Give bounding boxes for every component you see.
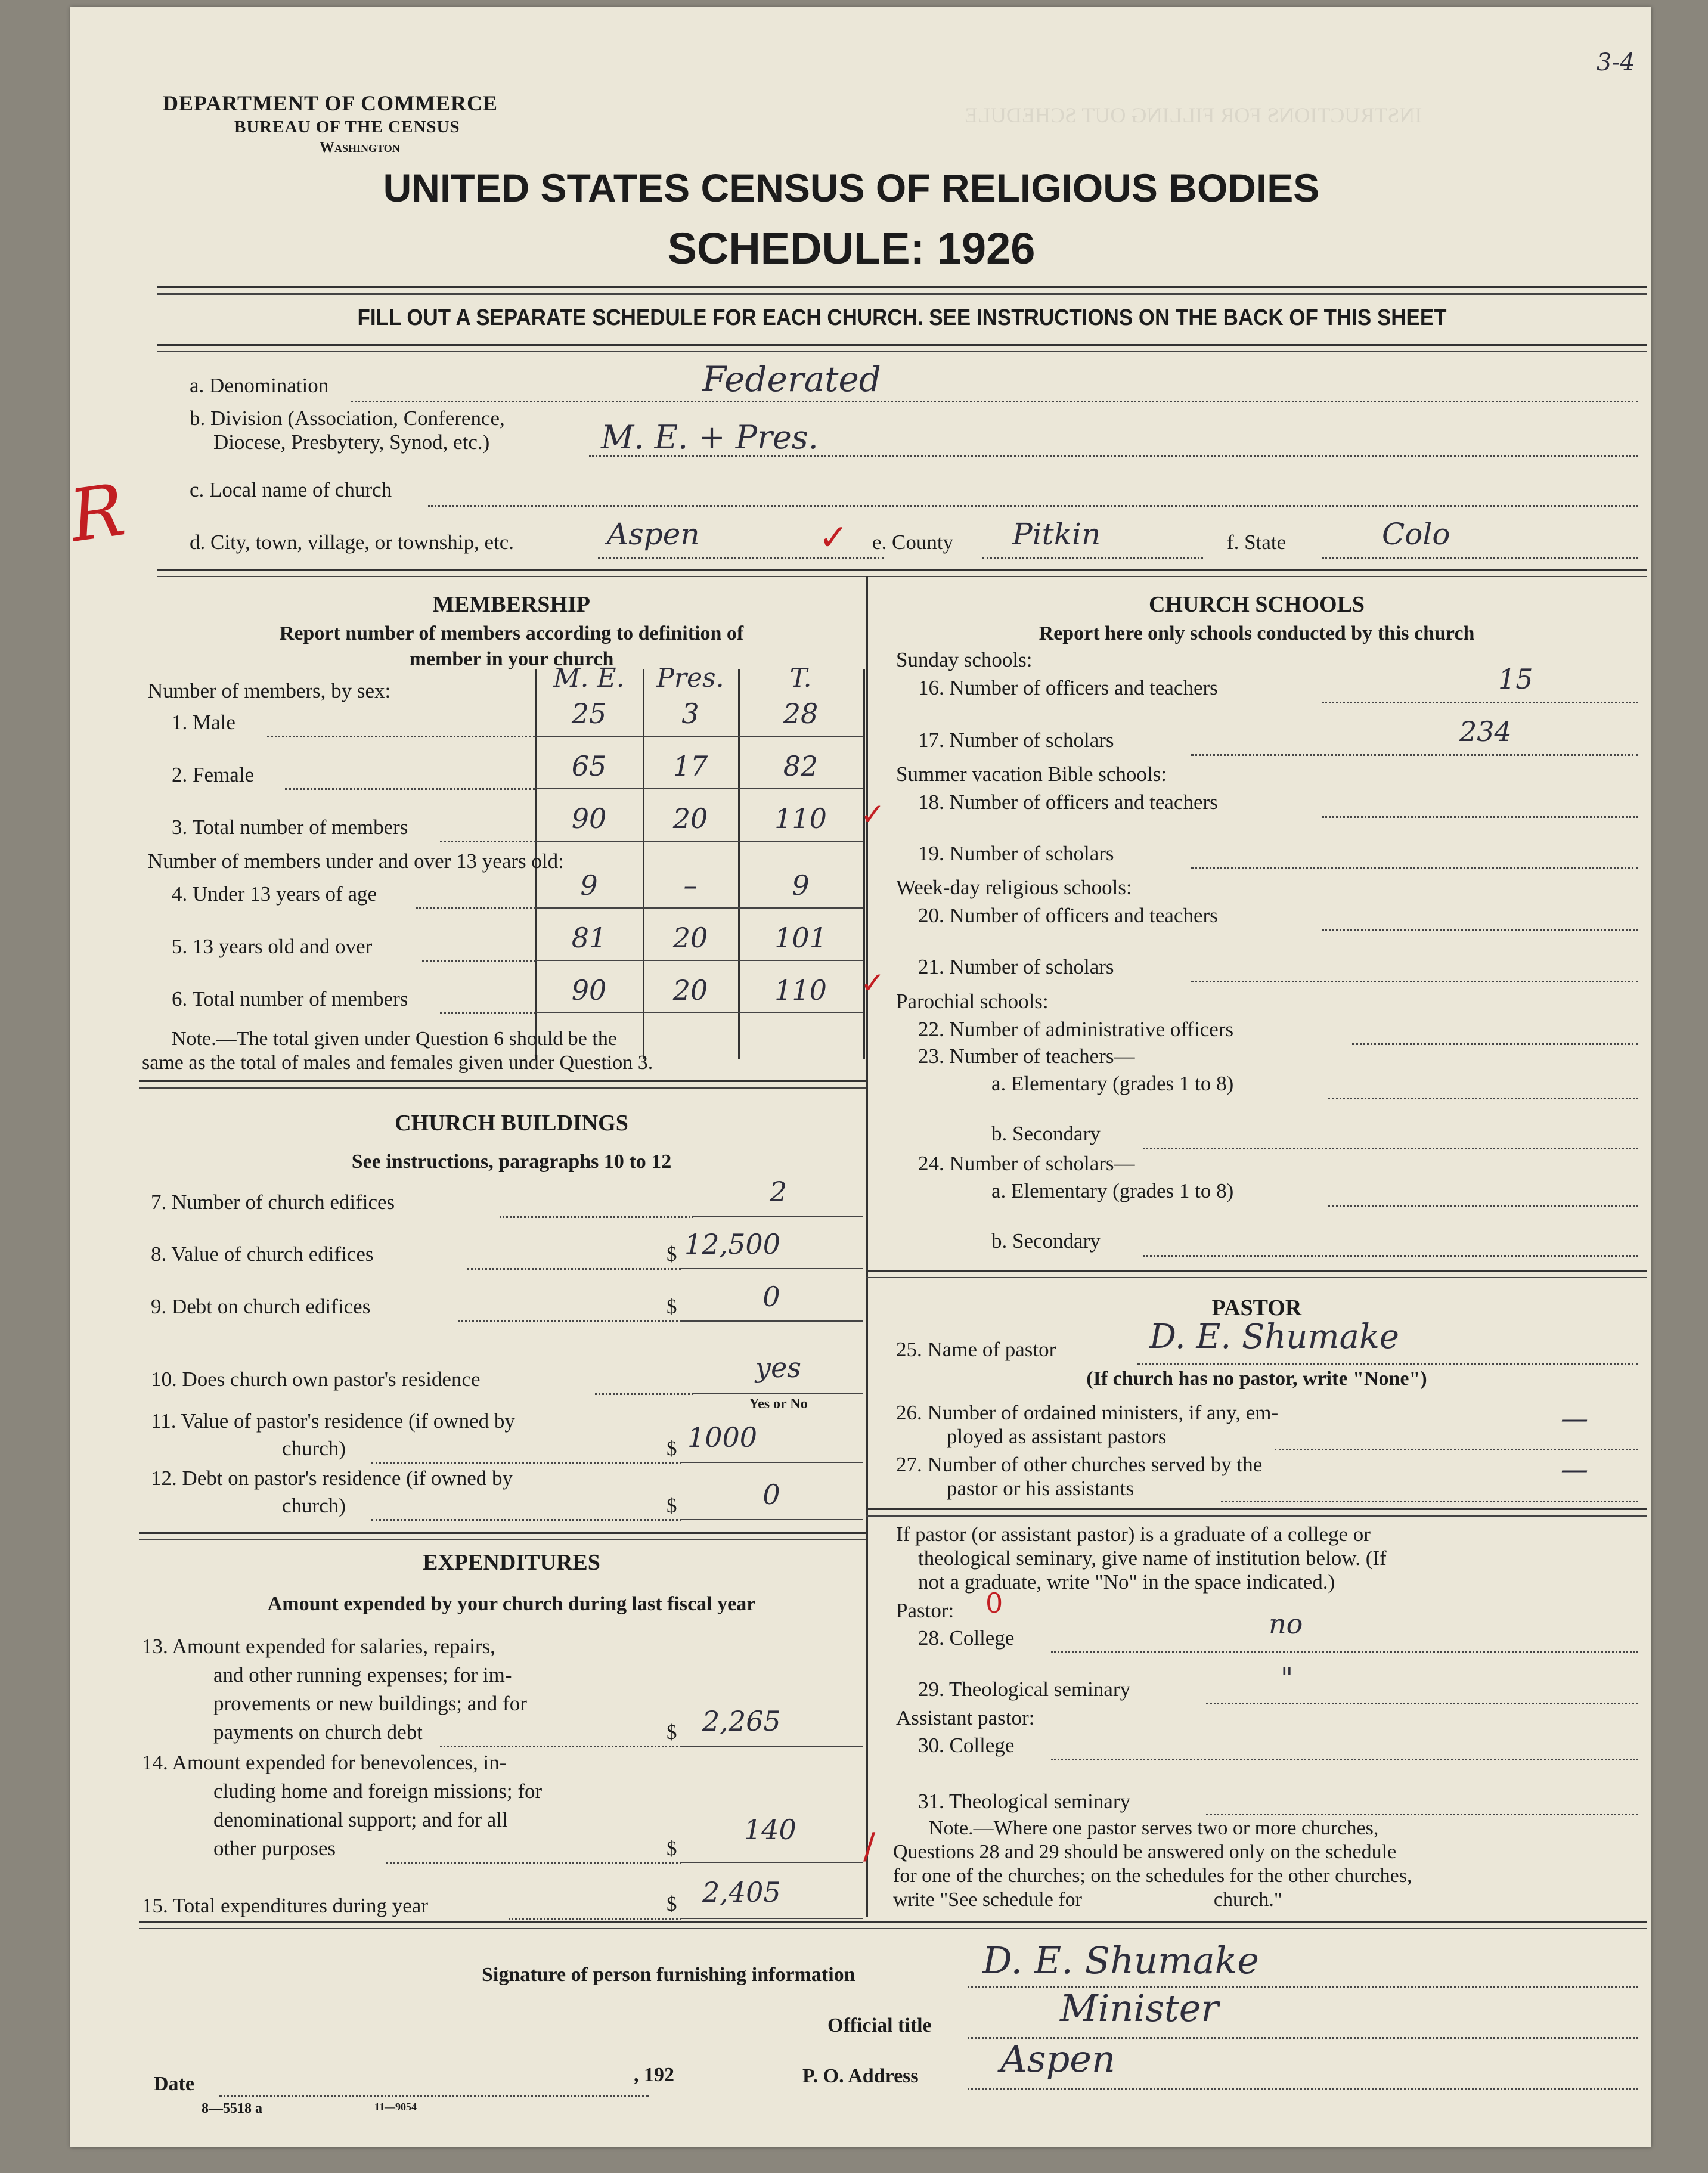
q12-label: 12. Debt on pastor's residence (if owned by — [151, 1467, 513, 1490]
fill-line — [500, 1216, 693, 1218]
rule — [866, 1277, 1647, 1278]
answer-line — [680, 1862, 863, 1863]
q30-label: 30. College — [918, 1734, 1015, 1757]
fill-line — [1221, 1501, 1638, 1502]
q25-note: (If church has no pastor, write "None") — [1086, 1368, 1427, 1390]
schedule-year: SCHEDULE: 1926 — [667, 224, 1036, 273]
row-line — [535, 1012, 863, 1013]
expenditures-sub: Amount expended by your church during last fiscal year — [267, 1593, 756, 1615]
row-line — [535, 960, 863, 961]
county-label: e. County — [872, 531, 954, 554]
fill-line — [1322, 702, 1638, 703]
q18-label: 18. Number of officers and teachers — [918, 791, 1218, 814]
fill-line — [1143, 1255, 1638, 1257]
q25-label: 25. Name of pastor — [896, 1338, 1056, 1361]
fill-line — [1143, 1148, 1638, 1149]
weekday-heading: Week-day religious schools: — [896, 876, 1132, 899]
fill-line — [1137, 1363, 1638, 1365]
under13-me: 9 — [580, 869, 598, 901]
q27-label-2: pastor or his assistants — [947, 1477, 1134, 1500]
q12-value: 0 — [762, 1478, 780, 1511]
q16-label: 16. Number of officers and teachers — [918, 676, 1218, 699]
total6-total: 110 — [774, 974, 827, 1006]
fill-line — [1051, 1759, 1638, 1760]
signature-label: Signature of person furnishing information — [482, 1964, 855, 1986]
q14-label-3: denominational support; and for all — [213, 1808, 508, 1831]
q17-label: 17. Number of scholars — [918, 729, 1114, 752]
under13-pres: – — [683, 869, 698, 901]
department-line: DEPARTMENT OF COMMERCE — [163, 91, 498, 115]
fill-line — [428, 505, 1638, 507]
q7-label: 7. Number of church edifices — [151, 1191, 395, 1214]
red-zero-mark: 0 — [985, 1587, 1003, 1619]
col-head-pres: Pres. — [656, 663, 724, 693]
q23b-label: b. Secondary — [991, 1122, 1101, 1145]
total6-pres: 20 — [672, 974, 708, 1006]
membership-intro: Report number of members according to definition of — [279, 622, 744, 644]
fill-line — [371, 1519, 681, 1521]
dollar-sign: $ — [667, 1295, 677, 1318]
fill-line — [1206, 1703, 1638, 1704]
dollar-sign: $ — [667, 1242, 677, 1266]
corner-note: 3-4 — [1597, 49, 1635, 76]
dollar-sign: $ — [667, 1837, 677, 1860]
row-label-13-over: 5. 13 years old and over — [172, 935, 373, 958]
col-head-me: M. E. — [553, 663, 625, 693]
denomination-label: a. Denomination — [190, 374, 329, 397]
q13-label-4: payments on church debt — [213, 1721, 423, 1744]
q26-label: 26. Number of ordained ministers, if any, em- — [896, 1401, 1279, 1424]
answer-line — [693, 1393, 863, 1394]
q28-label: 28. College — [918, 1626, 1015, 1650]
q24a-label: a. Elementary (grades 1 to 8) — [991, 1179, 1234, 1202]
q31-label: 31. Theological seminary — [918, 1790, 1131, 1813]
po-address-value: Aspen — [1000, 2037, 1115, 2081]
rule — [139, 1532, 866, 1534]
row-line — [535, 788, 863, 789]
column-divider — [866, 576, 868, 1917]
pastor-note: Note.—Where one pastor serves two or more churches, — [929, 1817, 1379, 1839]
female-me: 65 — [571, 750, 607, 782]
fill-line — [1322, 929, 1638, 931]
rule — [157, 576, 1647, 577]
age-heading: Number of members under and over 13 years old: — [148, 850, 564, 873]
q15-label: 15. Total expenditures during year — [142, 1894, 428, 1917]
fill-line — [968, 2088, 1638, 2090]
assistant-subheading: Assistant pastor: — [896, 1706, 1035, 1729]
membership-intro-2: member in your church — [409, 648, 614, 670]
fill-line — [351, 401, 1638, 402]
rule — [866, 1515, 1647, 1517]
date-label: Date — [154, 2073, 194, 2095]
membership-note: Note.—The total given under Question 6 should be the — [172, 1028, 617, 1050]
q14-label-4: other purposes — [213, 1837, 336, 1860]
official-title-label: Official title — [827, 2014, 932, 2036]
row-label-total-3: 3. Total number of members — [172, 816, 408, 839]
fill-line — [1206, 1814, 1638, 1815]
show-through-text: INSTRUCTIONS FOR FILLING OUT SCHEDULE — [965, 103, 1422, 127]
grid-line — [863, 669, 865, 1059]
q19-label: 19. Number of scholars — [918, 842, 1114, 865]
over13-total: 101 — [774, 922, 827, 954]
q12-label-2: church) — [282, 1494, 346, 1517]
fill-line — [422, 960, 535, 962]
row-label-female: 2. Female — [172, 763, 255, 786]
q14-label-2: cluding home and foreign missions; for — [213, 1780, 543, 1803]
red-check: ✓ — [819, 517, 849, 559]
rule — [139, 1928, 1647, 1929]
margin-r-mark: R — [64, 469, 130, 559]
pastor-note-2: Questions 28 and 29 should be answered only on the schedule — [893, 1841, 1397, 1863]
state-value: Colo — [1382, 517, 1450, 551]
q9-label: 9. Debt on church edifices — [151, 1295, 371, 1318]
pastor-note-3: for one of the churches; on the schedules for the other churches, — [893, 1865, 1412, 1887]
county-value: Pitkin — [1012, 517, 1101, 551]
membership-heading: MEMBERSHIP — [433, 592, 590, 617]
yes-no-hint: Yes or No — [749, 1396, 808, 1412]
fill-line — [440, 1012, 535, 1014]
fill-line — [1322, 816, 1638, 818]
q23-label: 23. Number of teachers— — [918, 1044, 1135, 1068]
q28-value: no — [1269, 1608, 1303, 1640]
answer-line — [680, 1462, 863, 1463]
q26-value: — — [1561, 1402, 1588, 1434]
rule — [139, 1921, 1647, 1923]
q25-value: D. E. Shumake — [1149, 1318, 1400, 1356]
schools-sub: Report here only schools conducted by this church — [1039, 622, 1475, 644]
q29-label: 29. Theological seminary — [918, 1678, 1131, 1701]
schools-heading: CHURCH SCHOOLS — [1148, 592, 1365, 617]
male-total: 28 — [783, 698, 819, 730]
fill-line — [371, 1462, 681, 1464]
buildings-sub: See instructions, paragraphs 10 to 12 — [351, 1151, 672, 1173]
city-line: Washington — [320, 140, 400, 156]
summer-heading: Summer vacation Bible schools: — [896, 762, 1167, 786]
expenditures-heading: EXPENDITURES — [423, 1550, 600, 1575]
fill-line — [285, 788, 535, 790]
under13-total: 9 — [792, 869, 810, 901]
row-line — [535, 736, 863, 737]
q24b-label: b. Secondary — [991, 1229, 1101, 1253]
local-name-label: c. Local name of church — [190, 478, 392, 501]
row-label-male: 1. Male — [172, 711, 235, 734]
q23a-label: a. Elementary (grades 1 to 8) — [991, 1072, 1234, 1095]
male-pres: 3 — [681, 698, 699, 730]
buildings-heading: CHURCH BUILDINGS — [395, 1111, 628, 1136]
pastor-subheading: Pastor: — [896, 1599, 954, 1622]
total3-me: 90 — [571, 802, 607, 835]
q26-label-2: ployed as assistant pastors — [947, 1425, 1167, 1448]
q27-label: 27. Number of other churches served by the — [896, 1453, 1263, 1476]
over13-me: 81 — [571, 922, 607, 954]
female-total: 82 — [783, 750, 819, 782]
graduate-note-2: theological seminary, give name of institution below. (If — [918, 1546, 1387, 1570]
row-line — [535, 841, 863, 842]
answer-line — [680, 1918, 863, 1919]
q15-value: 2,405 — [702, 1876, 781, 1908]
rule — [157, 351, 1647, 352]
print-number: 11—9054 — [374, 2101, 417, 2113]
pastor-note-4: write "See schedule for church." — [893, 1889, 1282, 1911]
fill-line — [267, 736, 535, 737]
answer-line — [680, 1268, 863, 1269]
fill-line — [416, 907, 535, 909]
q21-label: 21. Number of scholars — [918, 955, 1114, 978]
total3-total: 110 — [774, 802, 827, 835]
fill-line — [1328, 1205, 1638, 1207]
bureau-line: BUREAU OF THE CENSUS — [234, 117, 460, 137]
state-label: f. State — [1227, 531, 1287, 554]
city-value: Aspen — [607, 517, 700, 551]
q11-label: 11. Value of pastor's residence (if owned by — [151, 1409, 515, 1433]
answer-line — [693, 1216, 863, 1217]
city-label: d. City, town, village, or township, etc. — [190, 531, 514, 554]
by-sex-label: Number of members, by sex: — [148, 679, 391, 702]
q27-value: — — [1561, 1453, 1588, 1485]
official-title-value: Minister — [1060, 1986, 1219, 2030]
division-label-2: Diocese, Presbytery, Synod, etc.) — [213, 430, 490, 454]
page-title: UNITED STATES CENSUS OF RELIGIOUS BODIES — [383, 166, 1320, 210]
fill-line — [595, 1393, 693, 1395]
q10-value: yes — [755, 1351, 801, 1384]
instruction-banner: FILL OUT A SEPARATE SCHEDULE FOR EACH CHURCH. SEE INSTRUCTIONS ON THE BACK OF THIS SHEET — [357, 305, 1447, 330]
q13-label: 13. Amount expended for salaries, repairs, — [142, 1635, 495, 1658]
fill-line — [219, 2095, 649, 2097]
date-year: , 192 — [634, 2064, 674, 2086]
red-check: ✓ — [860, 797, 885, 832]
signature-value: D. E. Shumake — [982, 1939, 1259, 1982]
male-me: 25 — [571, 698, 607, 730]
denomination-value: Federated — [702, 359, 881, 399]
membership-note-2: same as the total of males and females given under Question 3. — [142, 1052, 653, 1074]
rule — [157, 286, 1647, 288]
fill-line — [1191, 867, 1638, 869]
fill-line — [1191, 754, 1638, 756]
rule — [139, 1539, 866, 1540]
q8-label: 8. Value of church edifices — [151, 1242, 374, 1266]
fill-line — [1352, 1043, 1638, 1045]
fill-line — [1328, 1098, 1638, 1099]
answer-line — [680, 1519, 863, 1520]
q24-label: 24. Number of scholars— — [918, 1152, 1135, 1175]
answer-line — [680, 1320, 863, 1322]
sunday-heading: Sunday schools: — [896, 648, 1033, 671]
q14-value: 140 — [744, 1814, 796, 1846]
q13-label-3: provements or new buildings; and for — [213, 1692, 527, 1715]
red-tick: / — [863, 1825, 876, 1867]
fill-line — [1322, 557, 1638, 559]
q11-value: 1000 — [687, 1421, 758, 1453]
female-pres: 17 — [672, 750, 708, 782]
fill-line — [458, 1320, 681, 1322]
col-head-total: T. — [789, 663, 812, 693]
fill-line — [440, 1746, 681, 1747]
q17-value: 234 — [1459, 715, 1512, 748]
rule — [157, 569, 1647, 571]
total6-me: 90 — [571, 974, 607, 1006]
census-schedule-sheet — [64, 7, 1651, 2147]
q16-value: 15 — [1498, 663, 1533, 695]
q9-value: 0 — [762, 1281, 780, 1313]
red-check: ✓ — [860, 966, 885, 1000]
fill-line — [1051, 1651, 1638, 1653]
fill-line — [1275, 1449, 1638, 1450]
q13-label-2: and other running expenses; for im- — [213, 1663, 512, 1687]
rule — [866, 1508, 1647, 1510]
answer-line — [680, 1746, 863, 1747]
fill-line — [467, 1268, 681, 1270]
division-value: M. E. + Pres. — [601, 419, 819, 456]
q7-value: 2 — [769, 1176, 788, 1208]
dollar-sign: $ — [667, 1721, 677, 1744]
graduate-note: If pastor (or assistant pastor) is a graduate of a college or — [896, 1523, 1371, 1546]
q20-label: 20. Number of officers and teachers — [918, 904, 1218, 927]
q8-value: 12,500 — [684, 1228, 780, 1260]
pastor-heading: PASTOR — [1211, 1295, 1302, 1320]
rule — [157, 344, 1647, 346]
q29-value: " — [1281, 1661, 1294, 1694]
division-label: b. Division (Association, Conference, — [190, 407, 505, 430]
q22-label: 22. Number of administrative officers — [918, 1018, 1234, 1041]
q13-value: 2,265 — [702, 1705, 781, 1737]
dollar-sign: $ — [667, 1892, 677, 1915]
dollar-sign: $ — [667, 1494, 677, 1517]
rule — [139, 1080, 866, 1082]
po-address-label: P. O. Address — [802, 2065, 919, 2087]
rule — [157, 293, 1647, 295]
row-line — [535, 907, 863, 909]
fill-line — [440, 841, 535, 842]
dollar-sign: $ — [667, 1437, 677, 1460]
fill-line — [1191, 981, 1638, 982]
rule — [139, 1087, 866, 1089]
parochial-heading: Parochial schools: — [896, 990, 1049, 1013]
total3-pres: 20 — [672, 802, 708, 835]
graduate-note-3: not a graduate, write "No" in the space indicated.) — [918, 1570, 1335, 1594]
fill-line — [509, 1918, 681, 1920]
q14-label: 14. Amount expended for benevolences, in- — [142, 1751, 507, 1774]
rule — [866, 1270, 1647, 1272]
q11-label-2: church) — [282, 1437, 346, 1460]
q10-label: 10. Does church own pastor's residence — [151, 1368, 481, 1391]
fill-line — [982, 557, 1203, 559]
fill-line — [386, 1862, 681, 1864]
form-number: 8—5518 a — [202, 2101, 262, 2116]
over13-pres: 20 — [672, 922, 708, 954]
row-label-total-6: 6. Total number of members — [172, 987, 408, 1010]
row-label-under-13: 4. Under 13 years of age — [172, 882, 377, 906]
